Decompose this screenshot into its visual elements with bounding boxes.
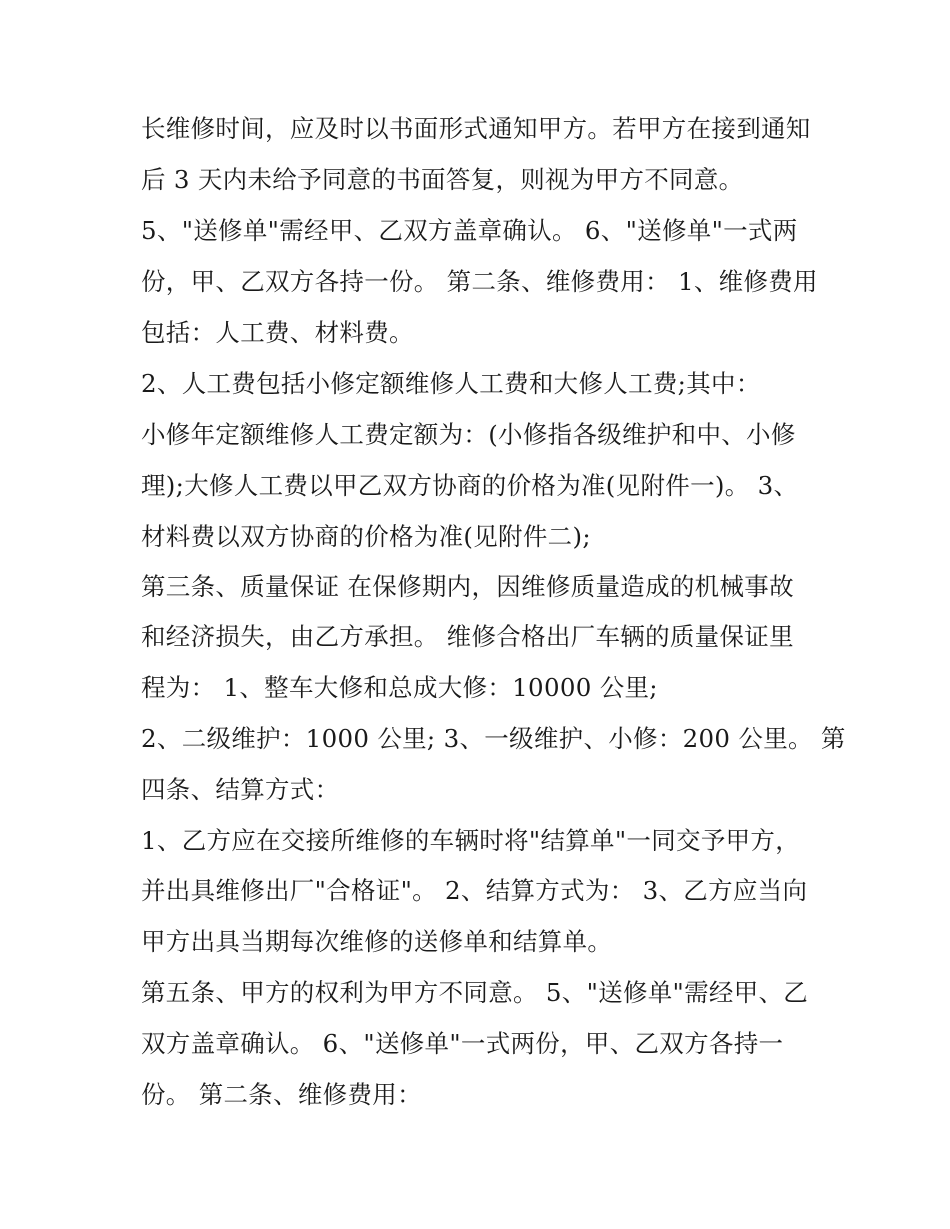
text-line: 和经济损失，由乙方承担。 维修合格出厂车辆的质量保证里 <box>141 622 794 651</box>
text-line: 甲方出具当期每次维修的送修单和结算单。 <box>141 927 613 956</box>
text-line: 后 3 天内未给予同意的书面答复，则视为甲方不同意。 <box>141 165 744 194</box>
text-line: 1、乙方应在交接所维修的车辆时将"结算单"一同交予甲方， <box>141 826 801 855</box>
text-line: 份，甲、乙双方各持一份。 第二条、维修费用： 1、维修费用 <box>141 267 818 296</box>
text-line: 包括：人工费、材料费。 <box>141 318 414 347</box>
text-line: 份。 第二条、维修费用： <box>141 1080 422 1109</box>
text-line: 理);大修人工费以甲乙双方协商的价格为准(见附件一)。 3、 <box>141 471 799 500</box>
text-line: 第三条、质量保证 在保修期内，因维修质量造成的机械事故 <box>141 572 794 601</box>
text-line: 5、"送修单"需经甲、乙双方盖章确认。 6、"送修单"一式两 <box>141 216 798 245</box>
text-line: 四条、结算方式： <box>141 775 340 804</box>
text-line: 程为： 1、整车大修和总成大修：10000 公里; <box>141 673 658 702</box>
text-line: 长维修时间，应及时以书面形式通知甲方。若甲方在接到通知 <box>141 114 811 143</box>
text-line: 材料费以双方协商的价格为准(见附件二); <box>141 522 591 551</box>
text-line: 小修年定额维修人工费定额为：(小修指各级维护和中、小修 <box>141 420 796 449</box>
text-line: 双方盖章确认。 6、"送修单"一式两份，甲、乙双方各持一 <box>141 1029 784 1058</box>
text-line: 2、二级维护：1000 公里; 3、一级维护、小修：200 公里。 第 <box>141 724 846 753</box>
text-line: 并出具维修出厂"合格证"。 2、结算方式为： 3、乙方应当向 <box>141 876 808 905</box>
text-line: 第五条、甲方的权利为甲方不同意。 5、"送修单"需经甲、乙 <box>141 978 809 1007</box>
text-line: 2、人工费包括小修定额维修人工费和大修人工费;其中： <box>141 369 761 398</box>
